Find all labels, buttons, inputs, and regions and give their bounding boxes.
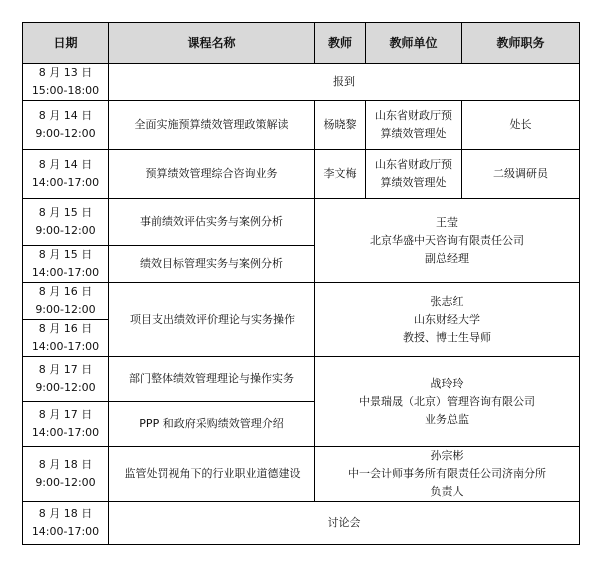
date-text: 8 月 16 日 [38,322,93,335]
date-text: 8 月 15 日 [38,248,93,261]
teacher-role: 业务总监 [425,412,469,426]
unit-line: 山东省财政厅预 [375,158,452,171]
time-text: 14:00-17:00 [31,266,100,279]
event-cell: 报到 [109,64,580,101]
teacher-role: 教授、博士生导师 [403,330,491,344]
time-text: 9:00-12:00 [35,381,96,394]
time-text: 9:00-12:00 [35,303,96,316]
time-text: 14:00-17:00 [31,176,100,189]
date-cell [23,502,109,545]
teacher-org: 山东财经大学 [414,312,480,326]
table-row [23,502,580,545]
table-row [23,199,580,246]
course-cell: 绩效目标管理实务与案例分析 [109,246,315,283]
date-text: 8 月 18 日 [38,458,93,471]
teacher-name: 战玲玲 [430,376,464,390]
course-cell: 项目支出绩效评价理论与实务操作 [109,283,315,357]
date-text: 8 月 14 日 [38,109,93,122]
unit-cell [366,101,462,150]
time-text: 15:00-18:00 [31,84,100,97]
time-text: 14:00-17:00 [31,340,100,353]
course-cell: 事前绩效评估实务与案例分析 [109,199,315,246]
date-text: 8 月 14 日 [38,158,93,171]
teacher-org: 北京华盛中天咨询有限责任公司 [370,233,524,247]
title-cell: 二级调研员 [462,150,580,199]
unit-cell [366,150,462,199]
header-teacher: 教师 [315,23,366,64]
teacher-org: 中景瑞晟（北京）管理咨询有限公司 [359,394,535,408]
time-text: 9:00-12:00 [35,224,96,237]
date-cell [23,150,109,199]
unit-line: 山东省财政厅预 [375,109,452,122]
teacher-name: 王莹 [436,215,458,229]
unit-line: 算绩效管理处 [380,127,447,140]
course-cell: 预算绩效管理综合咨询业务 [109,150,315,199]
teacher-name: 张志红 [430,294,464,308]
teacher-name: 孙宗彬 [430,449,464,462]
teacher-cell: 李文梅 [315,150,366,199]
title-cell: 处长 [462,101,580,150]
date-cell [23,199,109,246]
table-row [23,283,580,320]
table-header-row [23,23,580,64]
course-cell: 部门整体绩效管理理论与操作实务 [109,357,315,402]
date-cell [23,447,109,502]
teacher-org: 中一会计师事务所有限责任公司济南分所 [348,467,546,480]
table-row [23,357,580,402]
teacher-role: 副总经理 [425,251,469,265]
table-row [23,447,580,502]
teacher-info-cell [315,447,580,502]
course-cell: PPP 和政府采购绩效管理介绍 [109,402,315,447]
unit-line: 算绩效管理处 [380,176,447,189]
table-row [23,101,580,150]
date-text: 8 月 15 日 [38,206,93,219]
header-title: 教师职务 [462,23,580,64]
teacher-info-cell [315,283,580,357]
date-cell [23,402,109,447]
date-cell [23,101,109,150]
date-text: 8 月 16 日 [38,285,93,298]
time-text: 9:00-12:00 [35,127,96,140]
teacher-info-cell [315,199,580,283]
teacher-role: 负责人 [430,485,464,498]
course-cell: 监管处罚视角下的行业职业道德建设 [109,447,315,502]
date-cell [23,64,109,101]
teacher-info-cell [315,357,580,447]
course-schedule-table [22,22,580,545]
date-text: 8 月 17 日 [38,408,93,421]
time-text: 14:00-17:00 [31,426,100,439]
table-row [23,150,580,199]
date-text: 8 月 18 日 [38,507,93,520]
header-course: 课程名称 [109,23,315,64]
date-text: 8 月 13 日 [38,66,93,79]
header-unit: 教师单位 [366,23,462,64]
table-row [23,64,580,101]
date-text: 8 月 17 日 [38,363,93,376]
date-cell [23,320,109,357]
time-text: 14:00-17:00 [31,525,100,538]
header-date: 日期 [23,23,109,64]
date-cell [23,283,109,320]
event-cell: 讨论会 [109,502,580,545]
date-cell [23,357,109,402]
course-cell: 全面实施预算绩效管理政策解读 [109,101,315,150]
time-text: 9:00-12:00 [35,476,96,489]
date-cell [23,246,109,283]
teacher-cell: 杨晓黎 [315,101,366,150]
